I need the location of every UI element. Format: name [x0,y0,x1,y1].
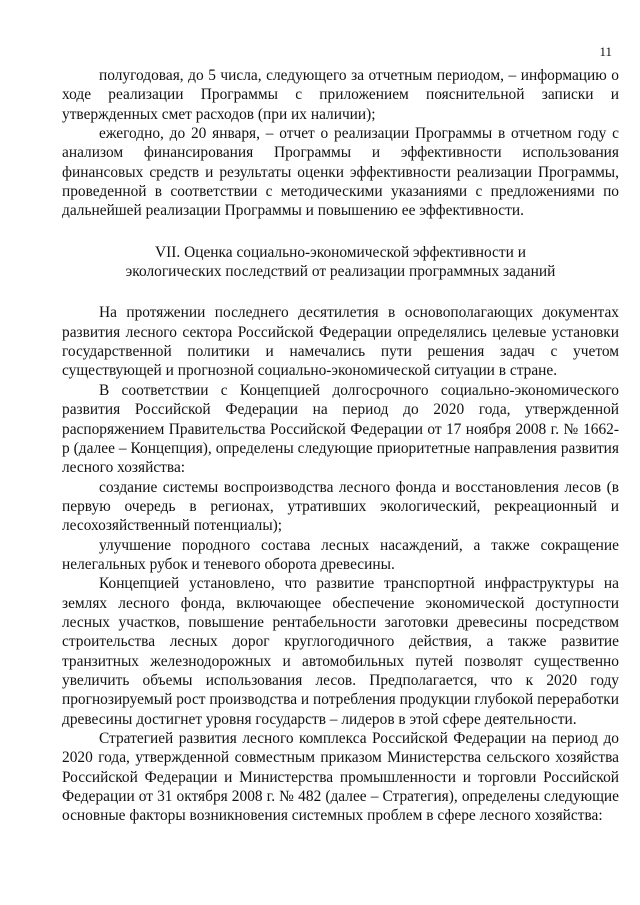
section-heading-line-1: VII. Оценка социально-экономической эффективности и [155,243,526,261]
paragraph-transport-infrastructure: Концепцией установлено, что развитие транспортной инфраструктуры на землях лесного фонда, включающее обеспечение экономической доступности лесных участков, повышение рентабельности заготовки древесины посредством строительства лесных дорог круглогодичного действия, а также развитие транзитных железнодорожных и автомобильных путей позволят существенно увеличить объемы использования лесов. Предполагается, что к 2020 году прогнозируемый рост производства и потребления продукции глубокой переработки древесины достигнет уровня государств – лидеров в этой сфере деятельности. [62,575,619,728]
document-body [62,66,619,826]
paragraph-annual-report: ежегодно, до 20 января, – отчет о реализации Программы в отчетном году с анализом финансирования Программы и эффективности использования финансовых средств и результаты оценки эффективности реализации Программы, проведенной в соответствии с методическими указаниями с предложениями по дальнейшей реализации Программы и повышению ее эффективности. [62,125,619,220]
paragraph-species-composition: улучшение породного состава лесных насаждений, а также сокращение нелегальных рубок и теневого оборота древесины. [62,536,619,573]
page-number: 11 [599,44,612,59]
section-heading [62,243,619,282]
paragraph-reproduction-system: создание системы воспроизводства лесного фонда и восстановления лесов (в первую очередь в регионах, утративших экологический, рекреационный и лесохозяйственный потенциалы); [62,478,619,535]
paragraph-last-decade: На протяжении последнего десятилетия в основополагающих документах развития лесного сектора Российской Федерации определялись целевые установки государственной политики и намечались пути решения задач с учетом существующей и прогнозной социально-экономической ситуации в стране. [62,304,619,380]
paragraph-semiannual-report: полугодовая, до 5 числа, следующего за отчетным периодом, – информацию о ходе реализации Программы с приложением пояснительной записки и утвержденных смет расходов (при их наличии); [62,67,619,123]
paragraph-strategy: Стратегией развития лесного комплекса Российской Федерации на период до 2020 года, утвержденной совместным приказом Министерства сельского хозяйства Российской Федерации и Министерства промышленности и торговли Российской Федерации от 31 октября 2008 г. № 482 (далее – Стратегия), определены следующие основные факторы возникновения системных проблем в сфере лесного хозяйства: [62,730,619,825]
paragraph-concept: В соответствии с Концепцией долгосрочного социально-экономического развития Российской Федерации на период до 2020 года, утвержденной распоряжением Правительства Российской Федерации от 17 ноября 2008 г. № 1662-р (далее – Концепция), определены следующие приоритетные направления развития лесного хозяйства: [62,381,619,477]
section-heading-line-2: экологических последствий от реализации программных заданий [125,263,556,281]
